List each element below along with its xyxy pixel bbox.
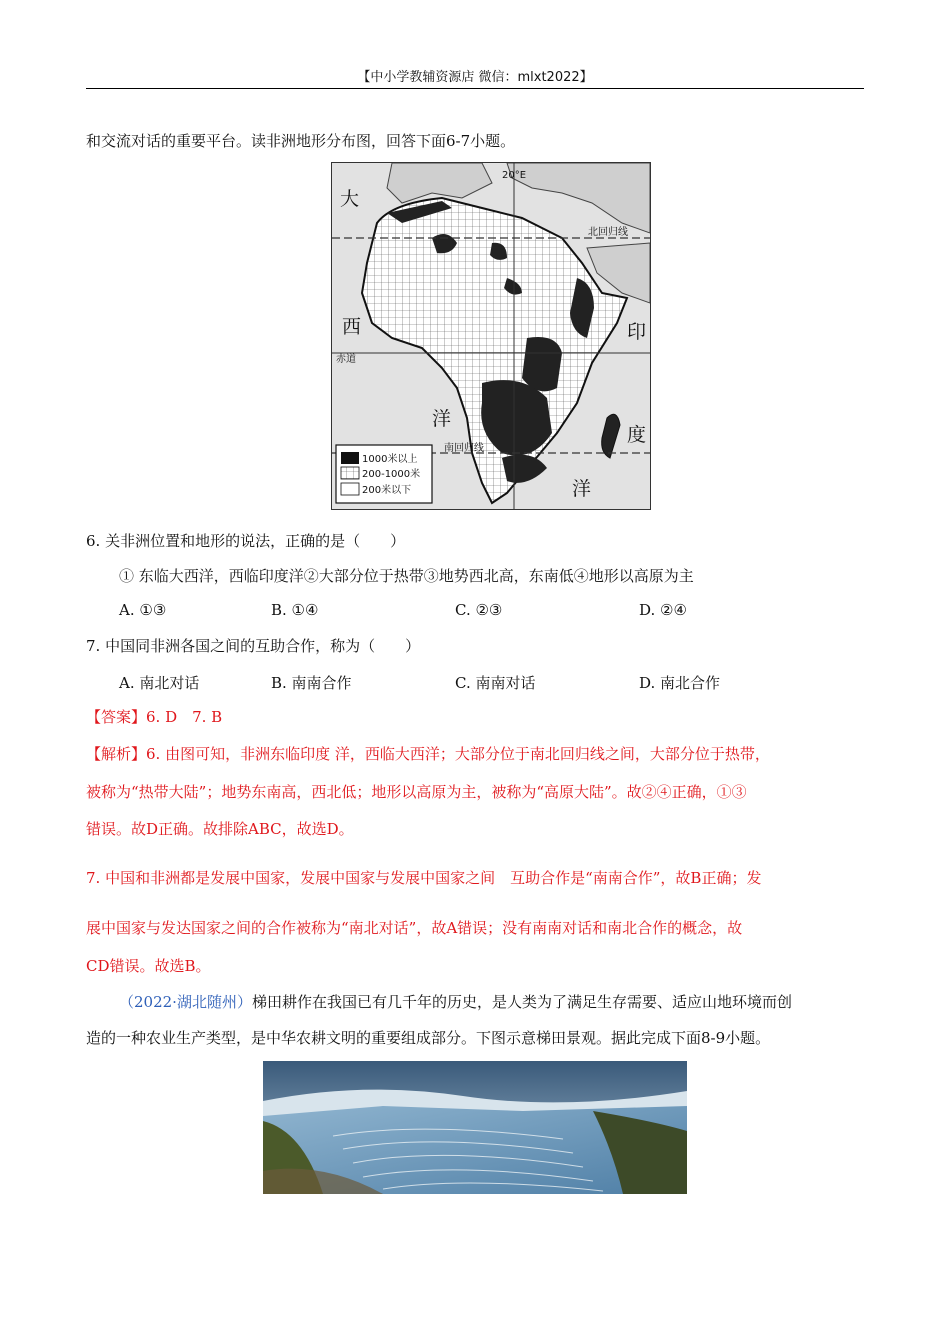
next-question-intro [119,992,864,1012]
q7-option-a: A. 南北对话 [119,674,200,692]
q7-option-c: C. 南南对话 [455,674,536,692]
analysis7-line-3: CD错误。故选B。 [86,957,211,975]
next-intro-text-2: 造的一种农业生产类型，是中华农耕文明的重要组成部分。下图示意梯田景观。据此完成下面8-9小题。 [86,1029,771,1047]
label-tropic-south: 南回归线 [444,443,484,454]
terrace-photo [263,1061,687,1194]
q6-option-a: A. ①③ [119,601,167,619]
map-drawing [332,163,650,509]
label-yang-left: 洋 [432,408,452,430]
analysis7-line-2: 展中国家与发达国家之间的合作被称为“南北对话”，故A错误；没有南南对话和南北合作的概念，故 [86,919,743,937]
analysis7-line-1: 7. 中国和非洲都是发展中国家，发展中国家与发展中国家之间 互助合作是“南南合作”，故B正确；发 [86,869,762,887]
q6-statement: ① 东临大西洋，西临印度洋②大部分位于热带③地势西北高，东南低④地形以高原为主 [119,567,694,585]
source-tag: （2022·湖北随州） [119,993,252,1011]
q7-stem: 7. 中国同非洲各国之间的互助合作，称为（ ） [86,637,421,655]
label-du: 度 [627,424,647,446]
q6-option-c: C. ②③ [455,601,503,619]
label-yin: 印 [627,321,647,343]
legend-high: 1000米以上 [362,454,418,465]
next-intro-text-1: 梯田耕作在我国已有几千年的历史，是人类为了满足生存需要、适应山地环境而创 [251,993,792,1011]
q6-option-d: D. ②④ [639,601,687,619]
legend-mid: 200-1000米 [362,469,421,480]
label-equator: 赤道 [336,354,356,365]
q6-option-b: B. ①④ [271,601,319,619]
analysis-line-1: 【解析】6. 由图可知，非洲东临印度 洋，西临大西洋；大部分位于南北回归线之间，大部分位于热带， [86,745,770,763]
analysis-line-3: 错误。故D正确。故排除ABC，故选D。 [86,820,354,838]
legend-low: 200米以下 [362,485,412,496]
q6-stem: 6. 关非洲位置和地形的说法，正确的是（ ） [86,532,406,550]
label-xi: 西 [342,316,362,338]
africa-terrain-map [331,162,651,510]
label-yang-right: 洋 [572,478,592,500]
label-da: 大 [340,188,360,210]
page-header: 【中小学教辅资源店 微信：mlxt2022】 [86,66,864,89]
label-tropic-north: 北回归线 [588,227,628,238]
answer-line: 【答案】6. D 7. B [86,708,223,726]
analysis-line-2: 被称为“热带大陆”；地势东南高，西北低；地形以高原为主，被称为“高原大陆”。故②④正确，①③ [86,783,747,801]
intro-text: 和交流对话的重要平台。读非洲地形分布图，回答下面6-7小题。 [86,132,516,150]
q7-option-b: B. 南南合作 [271,674,352,692]
q7-option-d: D. 南北合作 [639,674,721,692]
label-20e: 20°E [502,170,527,181]
